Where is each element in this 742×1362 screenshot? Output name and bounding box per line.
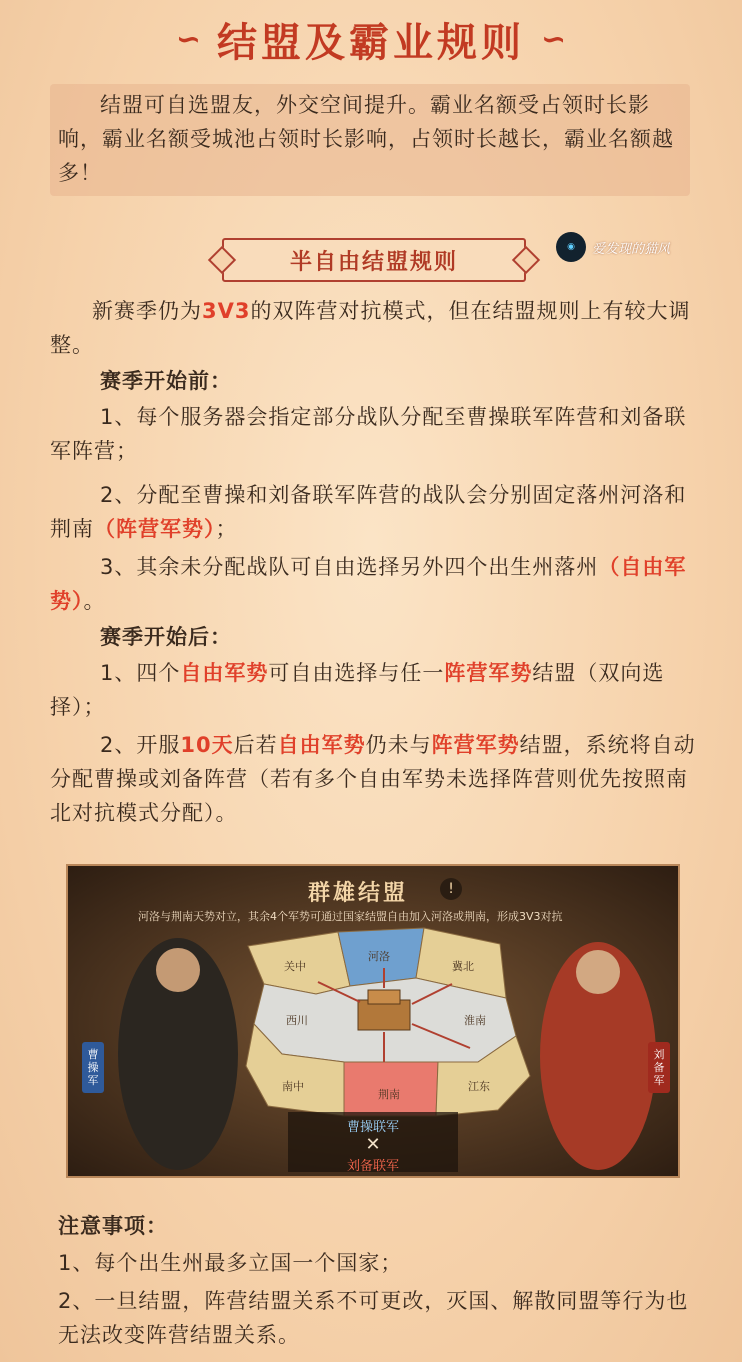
region-label: 荆南 (378, 1088, 400, 1101)
after-item-1 (50, 656, 700, 724)
before-item-2-end: ； (215, 517, 238, 541)
swirl-left-icon: ∽ (175, 21, 201, 57)
before-item-3 (50, 550, 700, 618)
after-item-1-a: 1、四个 (100, 661, 181, 685)
faction-versus (288, 1112, 458, 1172)
note-item-2: 2、一旦结盟，阵营结盟关系不可更改，灭国、解散同盟等行为也无法改变阵营结盟关系。 (58, 1289, 689, 1347)
after-item-2-camp: 阵营军势 (431, 733, 520, 757)
camp-force-label: （阵营军势） (94, 517, 216, 541)
after-item-2-c: 后若 (233, 733, 278, 757)
region-label: 南中 (282, 1080, 304, 1093)
page-header (0, 0, 742, 78)
before-item-1: 1、每个服务器会指定部分战队分配至曹操联军阵营和刘备联军阵营； (50, 405, 687, 463)
after-item-2-g: 结盟，系统将自动分配曹操或刘备阵营（若有多个自由军势未选择阵营则优先按照南北对抗模式分配）。 (50, 733, 696, 825)
region-label: 关中 (284, 960, 306, 973)
after-heading: 赛季开始后： (100, 625, 232, 649)
region-label: 淮南 (464, 1014, 486, 1027)
section-banner (222, 238, 526, 282)
watermark-logo-icon: ◉ (556, 232, 586, 262)
after-item-1-free: 自由军势 (180, 661, 269, 685)
notes-heading: 注意事项： (58, 1214, 168, 1238)
region-label: 河洛 (368, 950, 390, 963)
after-item-1-e: 结盟（双向选择）； (50, 661, 665, 719)
after-item-2-a: 2、开服 (100, 733, 181, 757)
before-item-2-text: 2、分配至曹操和刘备联军阵营的战队会分别固定落州河洛和荆南 (50, 483, 687, 541)
lead-text-a: 新赛季仍为 (92, 299, 202, 323)
after-item-2-e: 仍未与 (365, 733, 432, 757)
section-title: 半自由结盟规则 (289, 249, 458, 275)
swirl-right-icon: ∽ (541, 21, 567, 57)
after-item-2-days: 10天 (180, 733, 234, 757)
lead-paragraph (50, 294, 700, 362)
before-heading: 赛季开始前： (100, 369, 232, 393)
region-label: 江东 (468, 1080, 490, 1093)
lead-text-c: 的双阵营对抗模式，但在结盟规则上有较大调整。 (50, 299, 691, 357)
region-label: 西川 (286, 1014, 308, 1027)
cao-army-tag: 曹操军 (82, 1042, 104, 1093)
after-item-2 (50, 728, 700, 830)
note-item-1: 1、每个出生州最多立国一个国家； (58, 1251, 403, 1275)
free-force-label: （自由军势） (50, 555, 687, 613)
watermark (556, 232, 670, 262)
lead-mode: 3V3 (202, 299, 251, 323)
liu-army-tag: 刘备军 (648, 1042, 670, 1093)
after-item-1-c: 可自由选择与任一 (268, 661, 445, 685)
before-item-3-end: 。 (83, 589, 106, 613)
after-item-1-camp: 阵营军势 (444, 661, 533, 685)
region-label: 冀北 (452, 960, 474, 973)
watermark-text: 爱发现的猫风 (592, 241, 671, 257)
map-description: 河洛与荆南天势对立，其余4个军势可通过国家结盟自由加入河洛或荆南，形成3V3对抗 (138, 910, 563, 923)
cao-alliance-label: 曹操联军 (346, 1120, 399, 1135)
page-title: 结盟及霸业规则 (217, 18, 525, 66)
liu-alliance-label: 刘备联军 (346, 1159, 399, 1174)
info-icon[interactable]: ! (440, 878, 462, 900)
alliance-map-image (66, 864, 680, 1178)
after-item-2-free: 自由军势 (277, 733, 366, 757)
intro-text: 结盟可自选盟友，外交空间提升。霸业名额受占领时长影响，霸业名额受城池占领时长影响，占领时长越长，霸业名额越多！ (58, 93, 674, 185)
versus-icon: ✕ (365, 1134, 381, 1155)
map-title: 群雄结盟 (308, 880, 409, 906)
before-item-2 (50, 478, 700, 546)
before-item-3-text: 3、其余未分配战队可自由选择另外四个出生州落州 (100, 555, 599, 579)
